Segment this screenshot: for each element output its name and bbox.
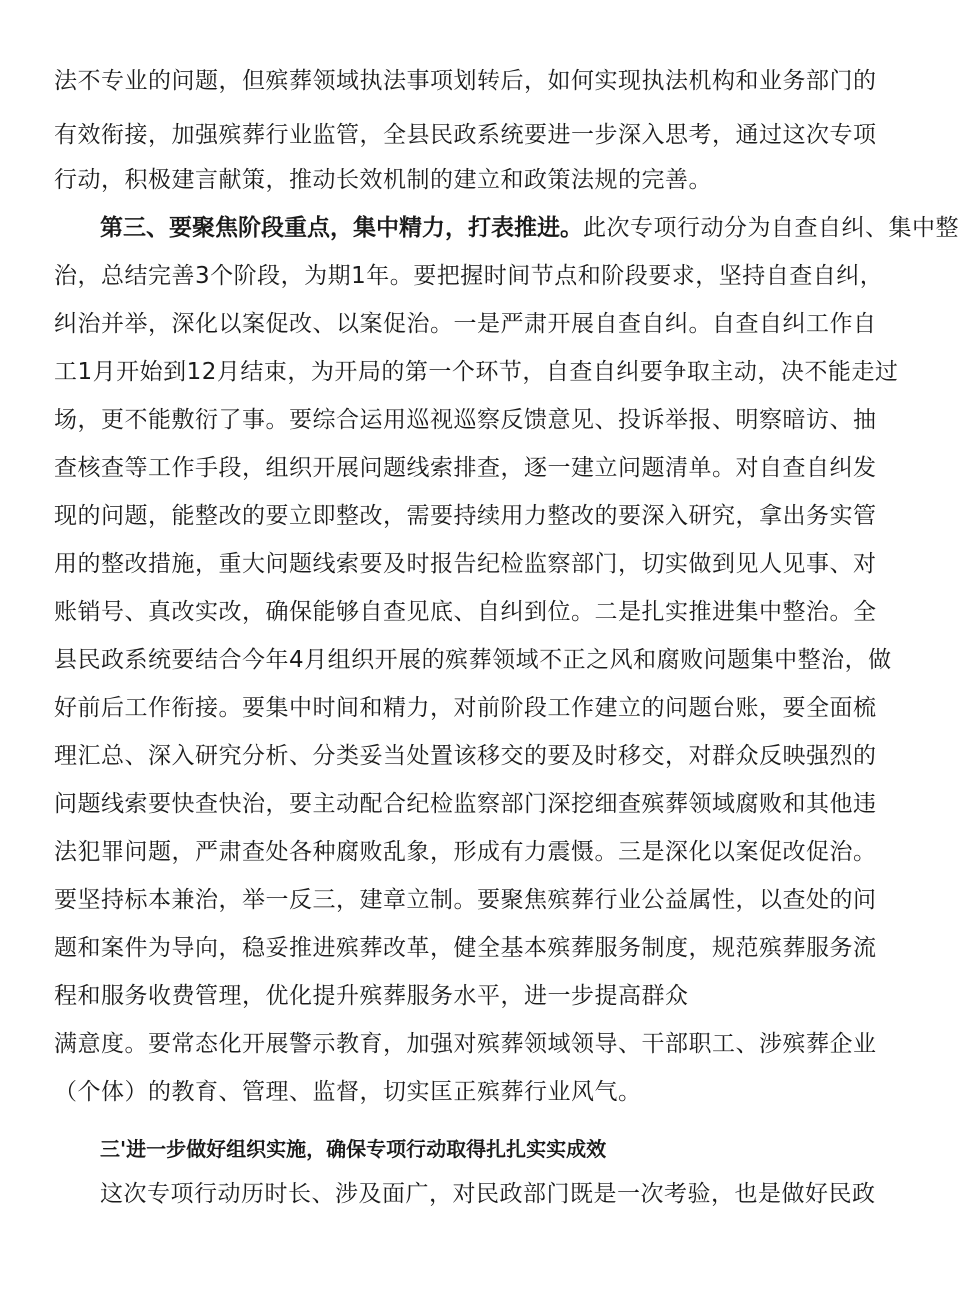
text-line: 工1月开始到12月结束，为开局的第一个环节，自查自纠要争取主动，决不能走过: [54, 359, 899, 385]
text-line: 治，总结完善3个阶段，为期1年。要把握时间节点和阶段要求，坚持自查自纠，: [54, 263, 884, 289]
text-line: 县民政系统要结合今年4月组织开展的殡葬领域不正之风和腐败问题集中整治，做: [54, 647, 892, 673]
text-line: 有效衔接，加强殡葬行业监管，全县民政系统要进一步深入思考，通过这次专项: [54, 122, 877, 148]
text-line: 好前后工作衔接。要集中时间和精力，对前阶段工作建立的问题台账，要全面梳: [54, 695, 877, 721]
text-run: 此次专项行动分为自查自纠、集中整: [583, 215, 959, 241]
section-heading: 三'进一步做好组织实施，确保专项行动取得扎扎实实成效: [100, 1137, 607, 1161]
text-line: 理汇总、深入研究分析、分类妥当处置该移交的要及时移交，对群众反映强烈的: [54, 743, 877, 769]
text-line: 查核查等工作手段，组织开展问题线索排查，逐一建立问题清单。对自查自纠发: [54, 455, 877, 481]
section-subheading: 第三、要聚焦阶段重点，集中精力，打表推进。: [100, 215, 583, 241]
text-line: 现的问题，能整改的要立即整改，需要持续用力整改的要深入研究，拿出务实管: [54, 503, 877, 529]
text-line: 法不专业的问题，但殡葬领域执法事项划转后，如何实现执法机构和业务部门的: [54, 68, 877, 94]
text-line: 程和服务收费管理，优化提升殡葬服务水平，进一步提高群众: [54, 983, 689, 1009]
text-line: 账销号、真改实改，确保能够自查见底、自纠到位。二是扎实推进集中整治。全: [54, 599, 877, 625]
text-line: 要坚持标本兼治，举一反三，建章立制。要聚焦殡葬行业公益属性，以查处的问: [54, 887, 877, 913]
text-line: （个体）的教育、管理、监督，切实匡正殡葬行业风气。: [54, 1079, 642, 1105]
text-line: 满意度。要常态化开展警示教育，加强对殡葬领域领导、干部职工、涉殡葬企业: [54, 1031, 877, 1057]
text-line: 题和案件为导向，稳妥推进殡葬改革，健全基本殡葬服务制度，规范殡葬服务流: [54, 935, 877, 961]
text-line: 场，更不能敷衍了事。要综合运用巡视巡察反馈意见、投诉举报、明察暗访、抽: [54, 407, 877, 433]
paragraph-lead-line: [100, 213, 959, 243]
text-line: 这次专项行动历时长、涉及面广，对民政部门既是一次考验，也是做好民政: [100, 1181, 876, 1207]
text-line: 问题线索要快查快治，要主动配合纪检监察部门深挖细查殡葬领域腐败和其他违: [54, 791, 877, 817]
text-line: 行动，积极建言献策，推动长效机制的建立和政策法规的完善。: [54, 167, 712, 193]
text-line: 法犯罪问题，严肃查处各种腐败乱象，形成有力震慑。三是深化以案促改促治。: [54, 839, 877, 865]
text-line: 用的整改措施，重大问题线索要及时报告纪检监察部门，切实做到见人见事、对: [54, 551, 877, 577]
text-line: 纠治并举，深化以案促改、以案促治。一是严肃开展自查自纠。自查自纠工作自: [54, 311, 877, 337]
